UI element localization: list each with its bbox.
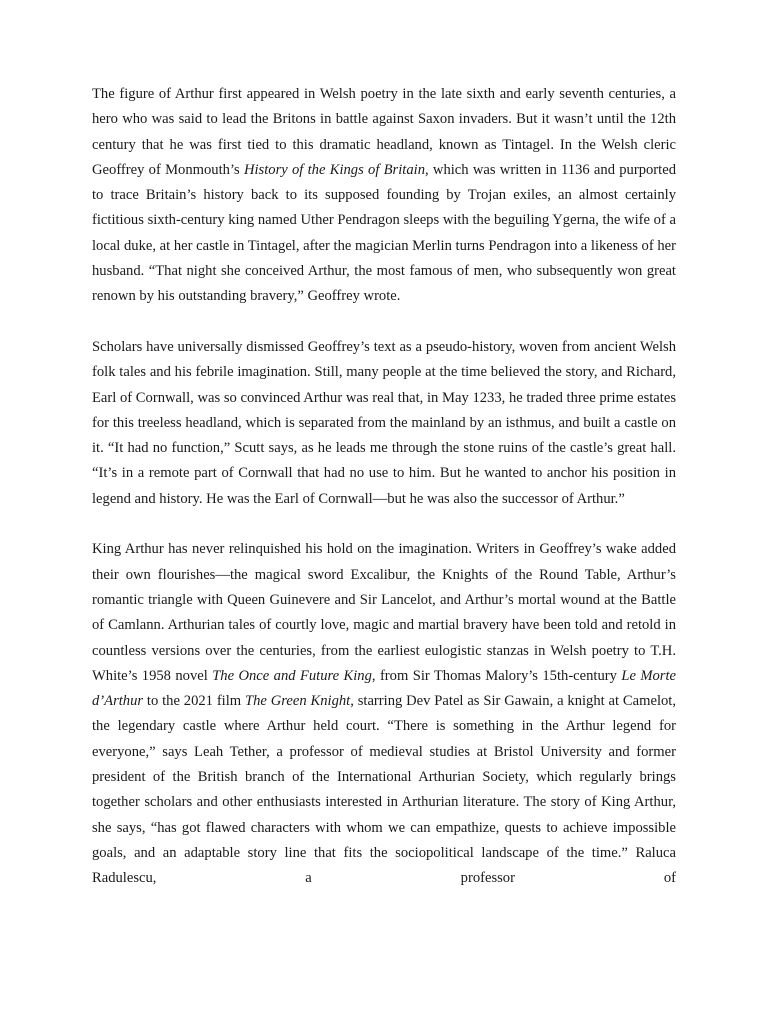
paragraph-1-text-a: The figure of Arthur first appeared in Welsh poetry in the late sixth and early seventh centuries, a hero who was said to lead the Britons in battle against Saxon invaders. But it wasn’t until the 12th century that he was first tied to this dramatic headland, known as Tintagel. In the Welsh cleric Geoffrey of Monmouth’s — [92, 86, 676, 178]
paragraph-3 — [92, 537, 676, 891]
paragraph-1-text-b: , which was written in 1136 and purported to trace Britain’s history back to its supposed founding by Trojan exiles, an almost certainly fictitious sixth-century king named Uther Pendragon sleeps with the beguiling Ygerna, the wife of a local duke, at her castle in Tintagel, after the magician Merlin turns Pendragon into a likeness of her husband. “That night she conceived Arthur, the most famous of men, who subsequently won great renown by his outstanding bravery,” Geoffrey wrote. — [92, 161, 676, 305]
paragraph-3-text-a: King Arthur has never relinquished his hold on the imagination. Writers in Geoffrey’s wake added their own flourishes—the magical sword Excalibur, the Knights of the Round Table, Arthur’s romantic triangle with Queen Guinevere and Sir Lancelot, and Arthur’s mortal wound at the Battle of Camlann. Arthurian tales of courtly love, magic and martial bravery have been told and retold in countless versions over the centuries, from the earliest eulogistic stanzas in Welsh poetry to T.H. White’s 1958 novel — [92, 541, 676, 684]
paragraph-3-text-c: to the 2021 film — [143, 693, 245, 710]
paragraph-1 — [92, 82, 676, 310]
film-title-the-green-knight: The Green Knight — [244, 693, 351, 710]
paragraph-2 — [92, 335, 676, 512]
paragraph-3-text-b: , from Sir Thomas Malory’s 15th-century — [371, 667, 622, 684]
paragraph-2-text: Scholars have universally dismissed Geoffrey’s text as a pseudo-history, woven from ancient Welsh folk tales and his febrile imagination. Still, many people at the time believed the story, and Richard, Earl of Cornwall, was so convinced Arthur was real that, in May 1233, he traded three prime estates for this treeless headland, which is separated from the mainland by an isthmus, and built a castle on it. “It had no function,” Scutt says, as he leads me through the stone ruins of the castle’s great hall. “It’s in a remote part of Cornwall that had no use to him. But he wanted to anchor his position in legend and history. He was the Earl of Cornwall—but he was also the successor of Arthur.” — [92, 338, 676, 507]
book-title-history-of-the-kings-of-britain: History of the Kings of Britain — [243, 161, 425, 178]
book-title-the-once-and-future-king: The Once and Future King — [212, 667, 372, 684]
book-title-le-morte-darthur: Le Morte d’Arthur — [92, 667, 676, 710]
article-body — [92, 82, 676, 917]
paragraph-3-text-d: , starring Dev Patel as Sir Gawain, a knight at Camelot, the legendary castle where Arthur held court. “There is something in the Arthur legend for everyone,” says Leah Tether, a professor of medieval studies at Bristol University and former president of the British branch of the International Arthurian Society, which regularly brings together scholars and other enthusiasts interested in Arthurian literature. The story of King Arthur, she says, “has got flawed characters with whom we can empathize, quests to achieve impossible goals, and an adaptable story line that fits the sociopolitical landscape of the time.” Raluca Radulescu, a professor of — [92, 693, 677, 887]
